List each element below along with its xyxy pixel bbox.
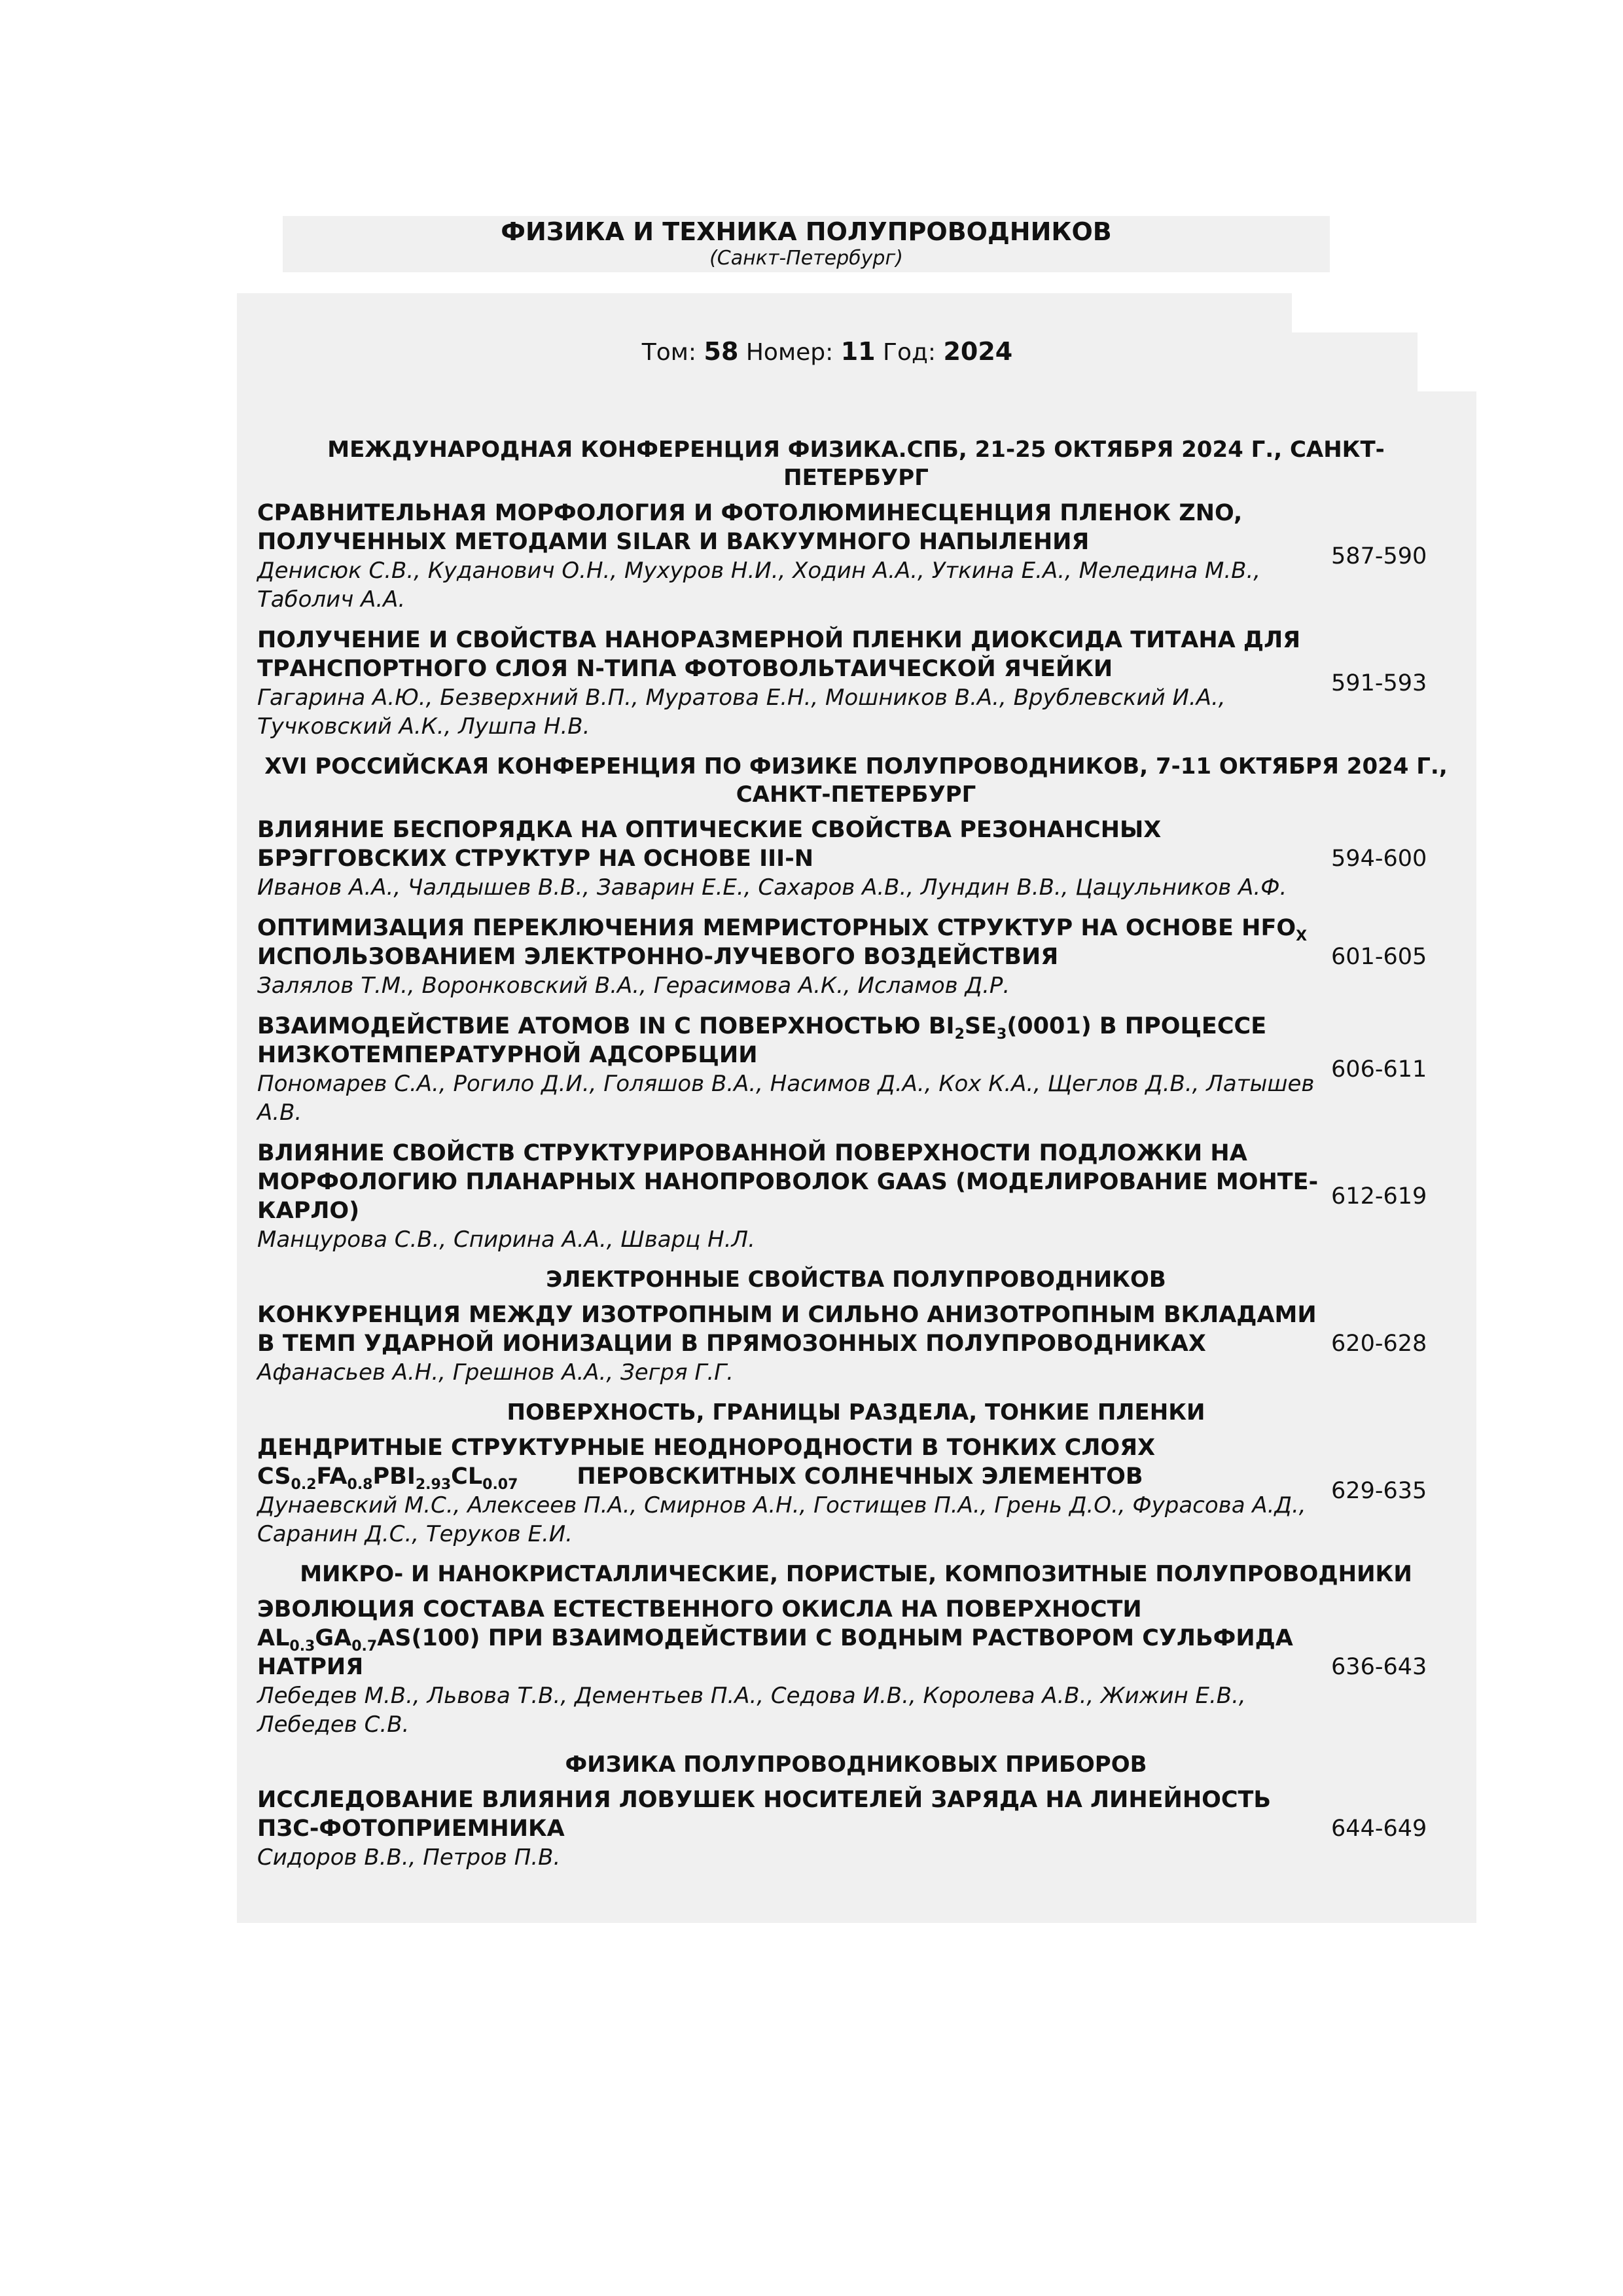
title-text: CL <box>451 1463 483 1490</box>
volume-label: Том: <box>641 339 697 366</box>
title-subscript: 0.2 <box>291 1477 317 1493</box>
article-entry <box>257 1433 1455 1549</box>
article-pages: 594-600 <box>1331 846 1427 872</box>
article-text <box>257 626 1325 741</box>
article-pages: 601-605 <box>1331 944 1427 970</box>
article-entry <box>257 914 1455 1000</box>
title-text: ВЗАИМОДЕЙСТВИЕ АТОМОВ IN С ПОВЕРХНОСТЬЮ BI <box>257 1013 955 1039</box>
article-text <box>257 1595 1325 1739</box>
journal-title: ФИЗИКА И ТЕХНИКА ПОЛУПРОВОДНИКОВ <box>501 217 1112 246</box>
article-text <box>257 499 1325 614</box>
article-title: ИССЛЕДОВАНИЕ ВЛИЯНИЯ ЛОВУШЕК НОСИТЕЛЕЙ ЗАРЯДА НА ЛИНЕЙНОСТЬ ПЗС-ФОТОПРИЕМНИКА <box>257 1787 1272 1842</box>
table-of-contents <box>257 436 1455 1884</box>
article-authors: Сидоров В.В., Петров П.В. <box>257 1844 561 1871</box>
title-text: AS(100) ПРИ ВЗАИМОДЕЙСТВИИ С ВОДНЫМ РАСТВОРОМ СУЛЬФИДА НАТРИЯ <box>257 1625 1293 1680</box>
title-subscript: 0.3 <box>289 1638 315 1655</box>
article-authors: Гагарина А.Ю., Безверхний В.П., Муратова Е.Н., Мошников В.А., Врублевский И.А., Тучковский А.К., Лушпа Н.В. <box>257 685 1226 740</box>
title-text: ОПТИМИЗАЦИЯ ПЕРЕКЛЮЧЕНИЯ МЕМРИСТОРНЫХ СТРУКТУР НА ОСНОВЕ HFO <box>257 915 1296 941</box>
article-title <box>257 1433 1325 1491</box>
article-entry <box>257 1785 1455 1872</box>
article-authors: Залялов Т.М., Воронковский В.А., Герасимова А.К., Исламов Д.Р. <box>257 973 1010 999</box>
article-pages: 591-593 <box>1331 670 1427 696</box>
article-title: ВЛИЯНИЕ СВОЙСТВ СТРУКТУРИРОВАННОЙ ПОВЕРХНОСТИ ПОДЛОЖКИ НА МОРФОЛОГИЮ ПЛАНАРНЫХ НАНОПРОВОЛОК GAAS (МОДЕЛИРОВАНИЕ МОНТЕ-КАРЛО) <box>257 1140 1319 1224</box>
title-text: (0001) В ПРОЦЕССЕ НИЗКОТЕМПЕРАТУРНОЙ АДСОРБЦИИ <box>257 1013 1267 1068</box>
article-pages: 587-590 <box>1331 543 1427 569</box>
title-text: FA <box>316 1463 348 1490</box>
article-text <box>257 1012 1325 1127</box>
title-subscript: 0.8 <box>347 1477 373 1493</box>
title-text: GA <box>315 1625 352 1651</box>
article-authors: Иванов А.А., Чалдышев В.В., Заварин Е.Е., Сахаров А.В., Лундин В.В., Цацульников А.Ф. <box>257 874 1287 901</box>
title-text: ПЕРОВСКИТНЫХ СОЛНЕЧНЫХ ЭЛЕМЕНТОВ <box>577 1463 1143 1490</box>
title-subscript: 3 <box>997 1026 1007 1043</box>
article-pages: 644-649 <box>1331 1816 1427 1842</box>
section-heading: ЭЛЕКТРОННЫЕ СВОЙСТВА ПОЛУПРОВОДНИКОВ <box>546 1266 1166 1293</box>
section-heading: МЕЖДУНАРОДНАЯ КОНФЕРЕНЦИЯ ФИЗИКА.СПБ, 21-25 ОКТЯБРЯ 2024 Г., САНКТ-ПЕТЕРБУРГ <box>327 437 1385 491</box>
title-text: CS <box>257 1463 291 1490</box>
article-title: СРАВНИТЕЛЬНАЯ МОРФОЛОГИЯ И ФОТОЛЮМИНЕСЦЕНЦИЯ ПЛЕНОК ZNO, ПОЛУЧЕННЫХ МЕТОДАМИ SILAR И ВАКУУМНОГО НАПЫЛЕНИЯ <box>257 500 1243 555</box>
article-text <box>257 1300 1325 1387</box>
article-text <box>257 1139 1325 1254</box>
journal-city: (Санкт-Петербург) <box>709 247 903 270</box>
title-subscript: 2.93 <box>415 1477 452 1493</box>
title-text: AL <box>257 1625 290 1651</box>
article-entry <box>257 1595 1455 1739</box>
article-title: ПОЛУЧЕНИЕ И СВОЙСТВА НАНОРАЗМЕРНОЙ ПЛЕНКИ ДИОКСИДА ТИТАНА ДЛЯ ТРАНСПОРТНОГО СЛОЯ N-ТИПА ФОТОВОЛЬТАИЧЕСКОЙ ЯЧЕЙКИ <box>257 627 1301 682</box>
article-authors: Афанасьев А.Н., Грешнов А.А., Зегря Г.Г. <box>257 1359 734 1386</box>
year-label: Год: <box>883 339 936 366</box>
title-text: ИСПОЛЬЗОВАНИЕМ ЭЛЕКТРОННО-ЛУЧЕВОГО ВОЗДЕЙСТВИЯ <box>257 944 1059 970</box>
article-pages: 629-635 <box>1331 1478 1427 1504</box>
article-entry <box>257 816 1455 902</box>
article-text <box>257 1785 1325 1872</box>
article-entry <box>257 1300 1455 1387</box>
issue-line <box>237 335 1418 369</box>
title-text: ЭВОЛЮЦИЯ СОСТАВА ЕСТЕСТВЕННОГО ОКИСЛА НА ПОВЕРХНОСТИ <box>257 1596 1142 1623</box>
article-authors: Лебедев М.В., Львова Т.В., Дементьев П.А., Седова И.В., Королева А.В., Жижин Е.В., Лебедев С.В. <box>257 1683 1246 1738</box>
section-heading: XVI РОССИЙСКАЯ КОНФЕРЕНЦИЯ ПО ФИЗИКЕ ПОЛУПРОВОДНИКОВ, 7-11 ОКТЯБРЯ 2024 Г., САНКТ-ПЕТЕРБУРГ <box>264 753 1448 808</box>
article-entry <box>257 626 1455 741</box>
article-authors: Дунаевский М.С., Алексеев П.А., Смирнов А.Н., Гостищев П.А., Грень Д.О., Фурасова А.Д., Саранин Д.С., Теруков Е.И. <box>257 1492 1306 1547</box>
article-title <box>257 1012 1325 1069</box>
article-text <box>257 914 1325 1000</box>
volume-value: 58 <box>704 337 739 366</box>
article-pages: 606-611 <box>1331 1056 1427 1083</box>
article-authors: Пономарев С.А., Рогило Д.И., Голяшов В.А., Насимов Д.А., Кох К.А., Щеглов Д.В., Латышев А.В. <box>257 1071 1315 1126</box>
title-subscript: 0.07 <box>482 1477 518 1493</box>
title-subscript: 2 <box>954 1026 965 1043</box>
issue-background-top <box>237 293 1292 332</box>
article-authors: Манцурова С.В., Спирина А.А., Шварц Н.Л. <box>257 1227 755 1253</box>
article-entry <box>257 1139 1455 1254</box>
article-title <box>257 914 1325 971</box>
article-text <box>257 816 1325 902</box>
article-text <box>257 1433 1325 1549</box>
article-pages: 620-628 <box>1331 1331 1427 1357</box>
title-text: ДЕНДРИТНЫЕ СТРУКТУРНЫЕ НЕОДНОРОДНОСТИ В ТОНКИХ СЛОЯХ <box>257 1435 1156 1461</box>
title-subscript: X <box>1296 928 1308 944</box>
article-authors: Денисюк С.В., Куданович О.Н., Мухуров Н.И., Ходин А.А., Уткина Е.А., Меледина М.В., Таболич А.А. <box>257 558 1261 613</box>
title-text: SE <box>964 1013 997 1039</box>
number-value: 11 <box>840 337 876 366</box>
section-heading: ПОВЕРХНОСТЬ, ГРАНИЦЫ РАЗДЕЛА, ТОНКИЕ ПЛЕНКИ <box>507 1399 1205 1426</box>
article-entry <box>257 1012 1455 1127</box>
article-title: КОНКУРЕНЦИЯ МЕЖДУ ИЗОТРОПНЫМ И СИЛЬНО АНИЗОТРОПНЫМ ВКЛАДАМИ В ТЕМП УДАРНОЙ ИОНИЗАЦИИ В ПРЯМОЗОННЫХ ПОЛУПРОВОДНИКАХ <box>257 1302 1317 1357</box>
article-entry <box>257 499 1455 614</box>
title-text: PBI <box>372 1463 416 1490</box>
title-subscript: 0.7 <box>351 1638 378 1655</box>
number-label: Номер: <box>745 339 834 366</box>
article-title: ВЛИЯНИЕ БЕСПОРЯДКА НА ОПТИЧЕСКИЕ СВОЙСТВА РЕЗОНАНСНЫХ БРЭГГОВСКИХ СТРУКТУР НА ОСНОВЕ III-N <box>257 817 1162 872</box>
article-title <box>257 1595 1325 1681</box>
section-heading: МИКРО- И НАНОКРИСТАЛЛИЧЕСКИЕ, ПОРИСТЫЕ, КОМПОЗИТНЫЕ ПОЛУПРОВОДНИКИ <box>300 1561 1412 1587</box>
section-heading: ФИЗИКА ПОЛУПРОВОДНИКОВЫХ ПРИБОРОВ <box>565 1751 1147 1778</box>
article-pages: 636-643 <box>1331 1654 1427 1680</box>
year-value: 2024 <box>943 337 1013 366</box>
article-pages: 612-619 <box>1331 1183 1427 1210</box>
